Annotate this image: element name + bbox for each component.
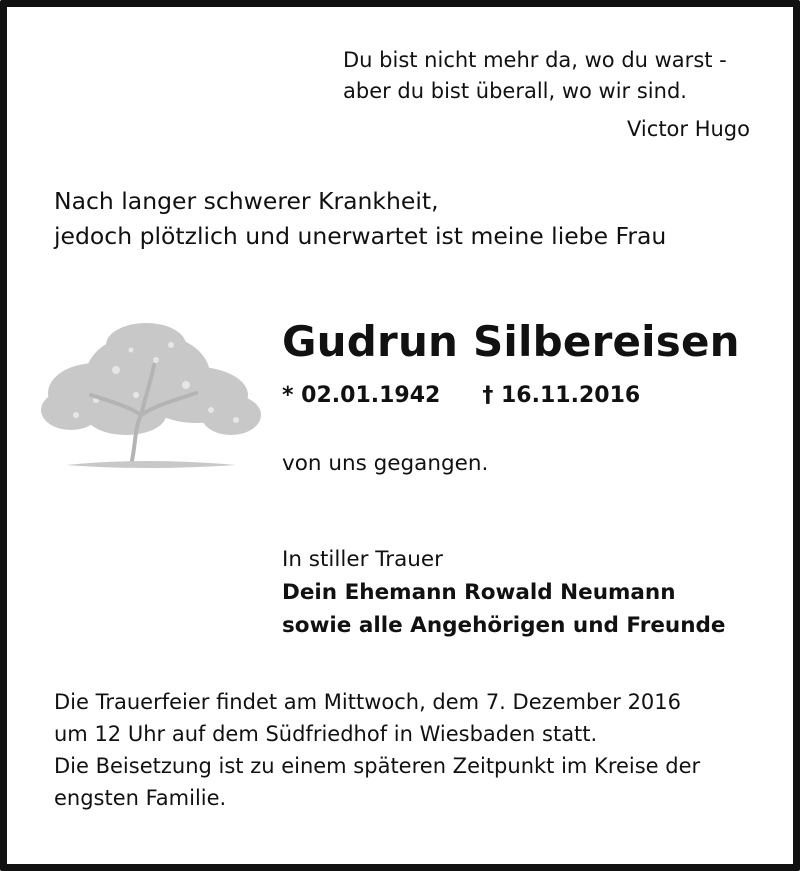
quote: [343, 45, 763, 107]
intro-line-1: Nach langer schwerer Krankheit,: [54, 187, 439, 215]
service-line-4: engsten Familie.: [54, 786, 227, 810]
mourner-family: sowie alle Angehörigen und Freunde: [282, 613, 726, 638]
birth-date: * 02.01.1942: [282, 383, 441, 408]
service-line-1: Die Trauerfeier findet am Mittwoch, dem 7. Dezember 2016: [54, 690, 682, 714]
mourning-intro: In stiller Trauer: [282, 547, 443, 572]
quote-line-1: Du bist nicht mehr da, wo du warst -: [343, 48, 727, 72]
mourner-husband: Dein Ehemann Rowald Neumann: [282, 580, 676, 605]
passed-away-text: von uns gegangen.: [282, 451, 489, 476]
death-date: † 16.11.2016: [482, 383, 641, 408]
intro-text: [54, 184, 754, 254]
mourners: [282, 543, 725, 642]
quote-author: Victor Hugo: [627, 117, 750, 141]
service-line-2: um 12 Uhr auf dem Südfriedhof in Wiesbaden statt.: [54, 722, 598, 746]
life-dates: [282, 383, 640, 408]
service-info: [54, 686, 774, 814]
tree-icon: [36, 315, 262, 475]
quote-line-2: aber du bist überall, wo wir sind.: [343, 79, 687, 103]
intro-line-2: jedoch plötzlich und unerwartet ist meine liebe Frau: [54, 222, 667, 250]
deceased-name: Gudrun Silbereisen: [282, 317, 740, 366]
service-line-3: Die Beisetzung ist zu einem späteren Zeitpunkt im Kreise der: [54, 754, 701, 778]
